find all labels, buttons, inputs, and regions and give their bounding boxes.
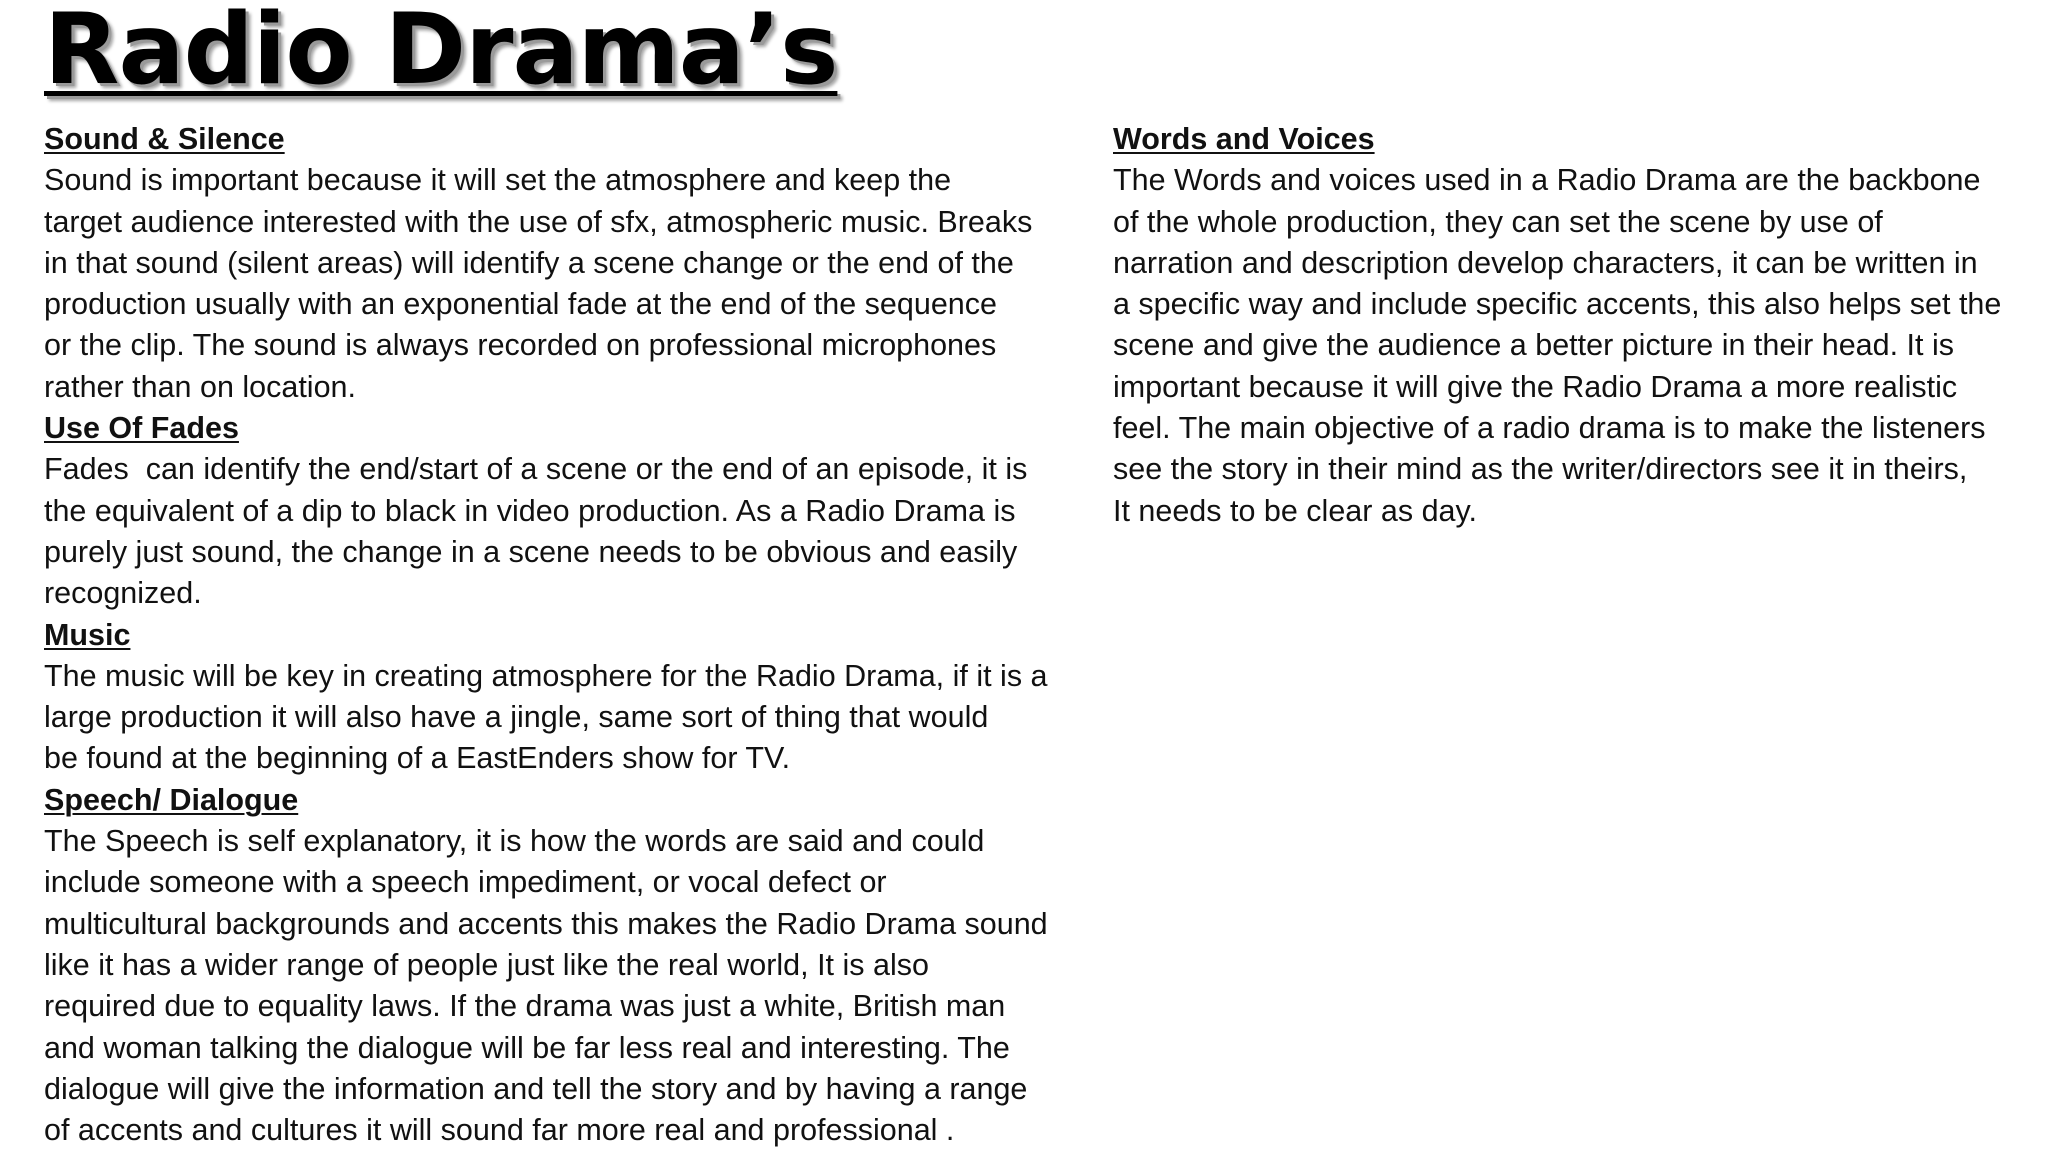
- section-heading: Use Of Fades: [44, 411, 239, 446]
- section-heading: Music: [44, 617, 131, 652]
- body-line: of the whole production, they can set the scene by use of: [1113, 204, 1883, 239]
- body-line: of accents and cultures it will sound far more real and professional .: [44, 1113, 955, 1148]
- body-line: and woman talking the dialogue will be far less real and interesting. The: [44, 1030, 1010, 1065]
- section-speech-dialogue: [44, 780, 1084, 1152]
- body-line: narration and description develop characters, it can be written in: [1113, 245, 1978, 280]
- body-line: feel. The main objective of a radio drama is to make the listeners: [1113, 411, 1986, 446]
- body-line: It needs to be clear as day.: [1113, 493, 1477, 528]
- body-line: The Words and voices used in a Radio Drama are the backbone: [1113, 163, 1981, 198]
- body-line: important because it will give the Radio Drama a more realistic: [1113, 369, 1958, 404]
- section-heading: Sound & Silence: [44, 122, 285, 156]
- slide-title: Radio Drama’s: [44, 0, 838, 107]
- body-line: see the story in their mind as the writer/directors see it in theirs,: [1113, 452, 1968, 487]
- body-line: Sound is important because it will set the atmosphere and keep the: [44, 163, 952, 198]
- body-line: include someone with a speech impediment, or vocal defect or: [44, 865, 887, 900]
- body-line: purely just sound, the change in a scene needs to be obvious and easily: [44, 534, 1018, 569]
- right-column: [1113, 119, 2033, 532]
- section-heading: Speech/ Dialogue: [44, 782, 299, 817]
- body-line: large production it will also have a jingle, same sort of thing that would: [44, 700, 989, 735]
- body-line: a specific way and include specific accents, this also helps set the: [1113, 287, 2002, 322]
- body-line: or the clip. The sound is always recorded on professional microphones: [44, 328, 997, 363]
- body-line: be found at the beginning of a EastEnders show for TV.: [44, 741, 791, 776]
- section-heading: Words and Voices: [1113, 122, 1375, 156]
- body-line: production usually with an exponential fade at the end of the sequence: [44, 287, 997, 322]
- body-line: target audience interested with the use of sfx, atmospheric music. Breaks: [44, 204, 1033, 239]
- body-line: multicultural backgrounds and accents this makes the Radio Drama sound: [44, 906, 1048, 941]
- body-line: The music will be key in creating atmosphere for the Radio Drama, if it is a: [44, 658, 1048, 693]
- body-line: scene and give the audience a better picture in their head. It is: [1113, 328, 1954, 363]
- body-line: The Speech is self explanatory, it is how the words are said and could: [44, 824, 985, 859]
- body-line: the equivalent of a dip to black in video production. As a Radio Drama is: [44, 493, 1016, 528]
- section-music: [44, 615, 1084, 780]
- body-line: dialogue will give the information and tell the story and by having a range: [44, 1071, 1028, 1106]
- body-line: like it has a wider range of people just like the real world, It is also: [44, 947, 929, 982]
- section-words-voices: [1113, 119, 2033, 532]
- body-line: required due to equality laws. If the drama was just a white, British man: [44, 989, 1006, 1024]
- body-line: Fades can identify the end/start of a scene or the end of an episode, it is: [44, 452, 1028, 487]
- section-sound-silence: [44, 119, 1084, 408]
- body-line: in that sound (silent areas) will identify a scene change or the end of the: [44, 245, 1014, 280]
- section-use-of-fades: [44, 408, 1084, 614]
- body-line: rather than on location.: [44, 369, 356, 404]
- body-line: recognized.: [44, 576, 202, 611]
- left-column: [44, 119, 1084, 1151]
